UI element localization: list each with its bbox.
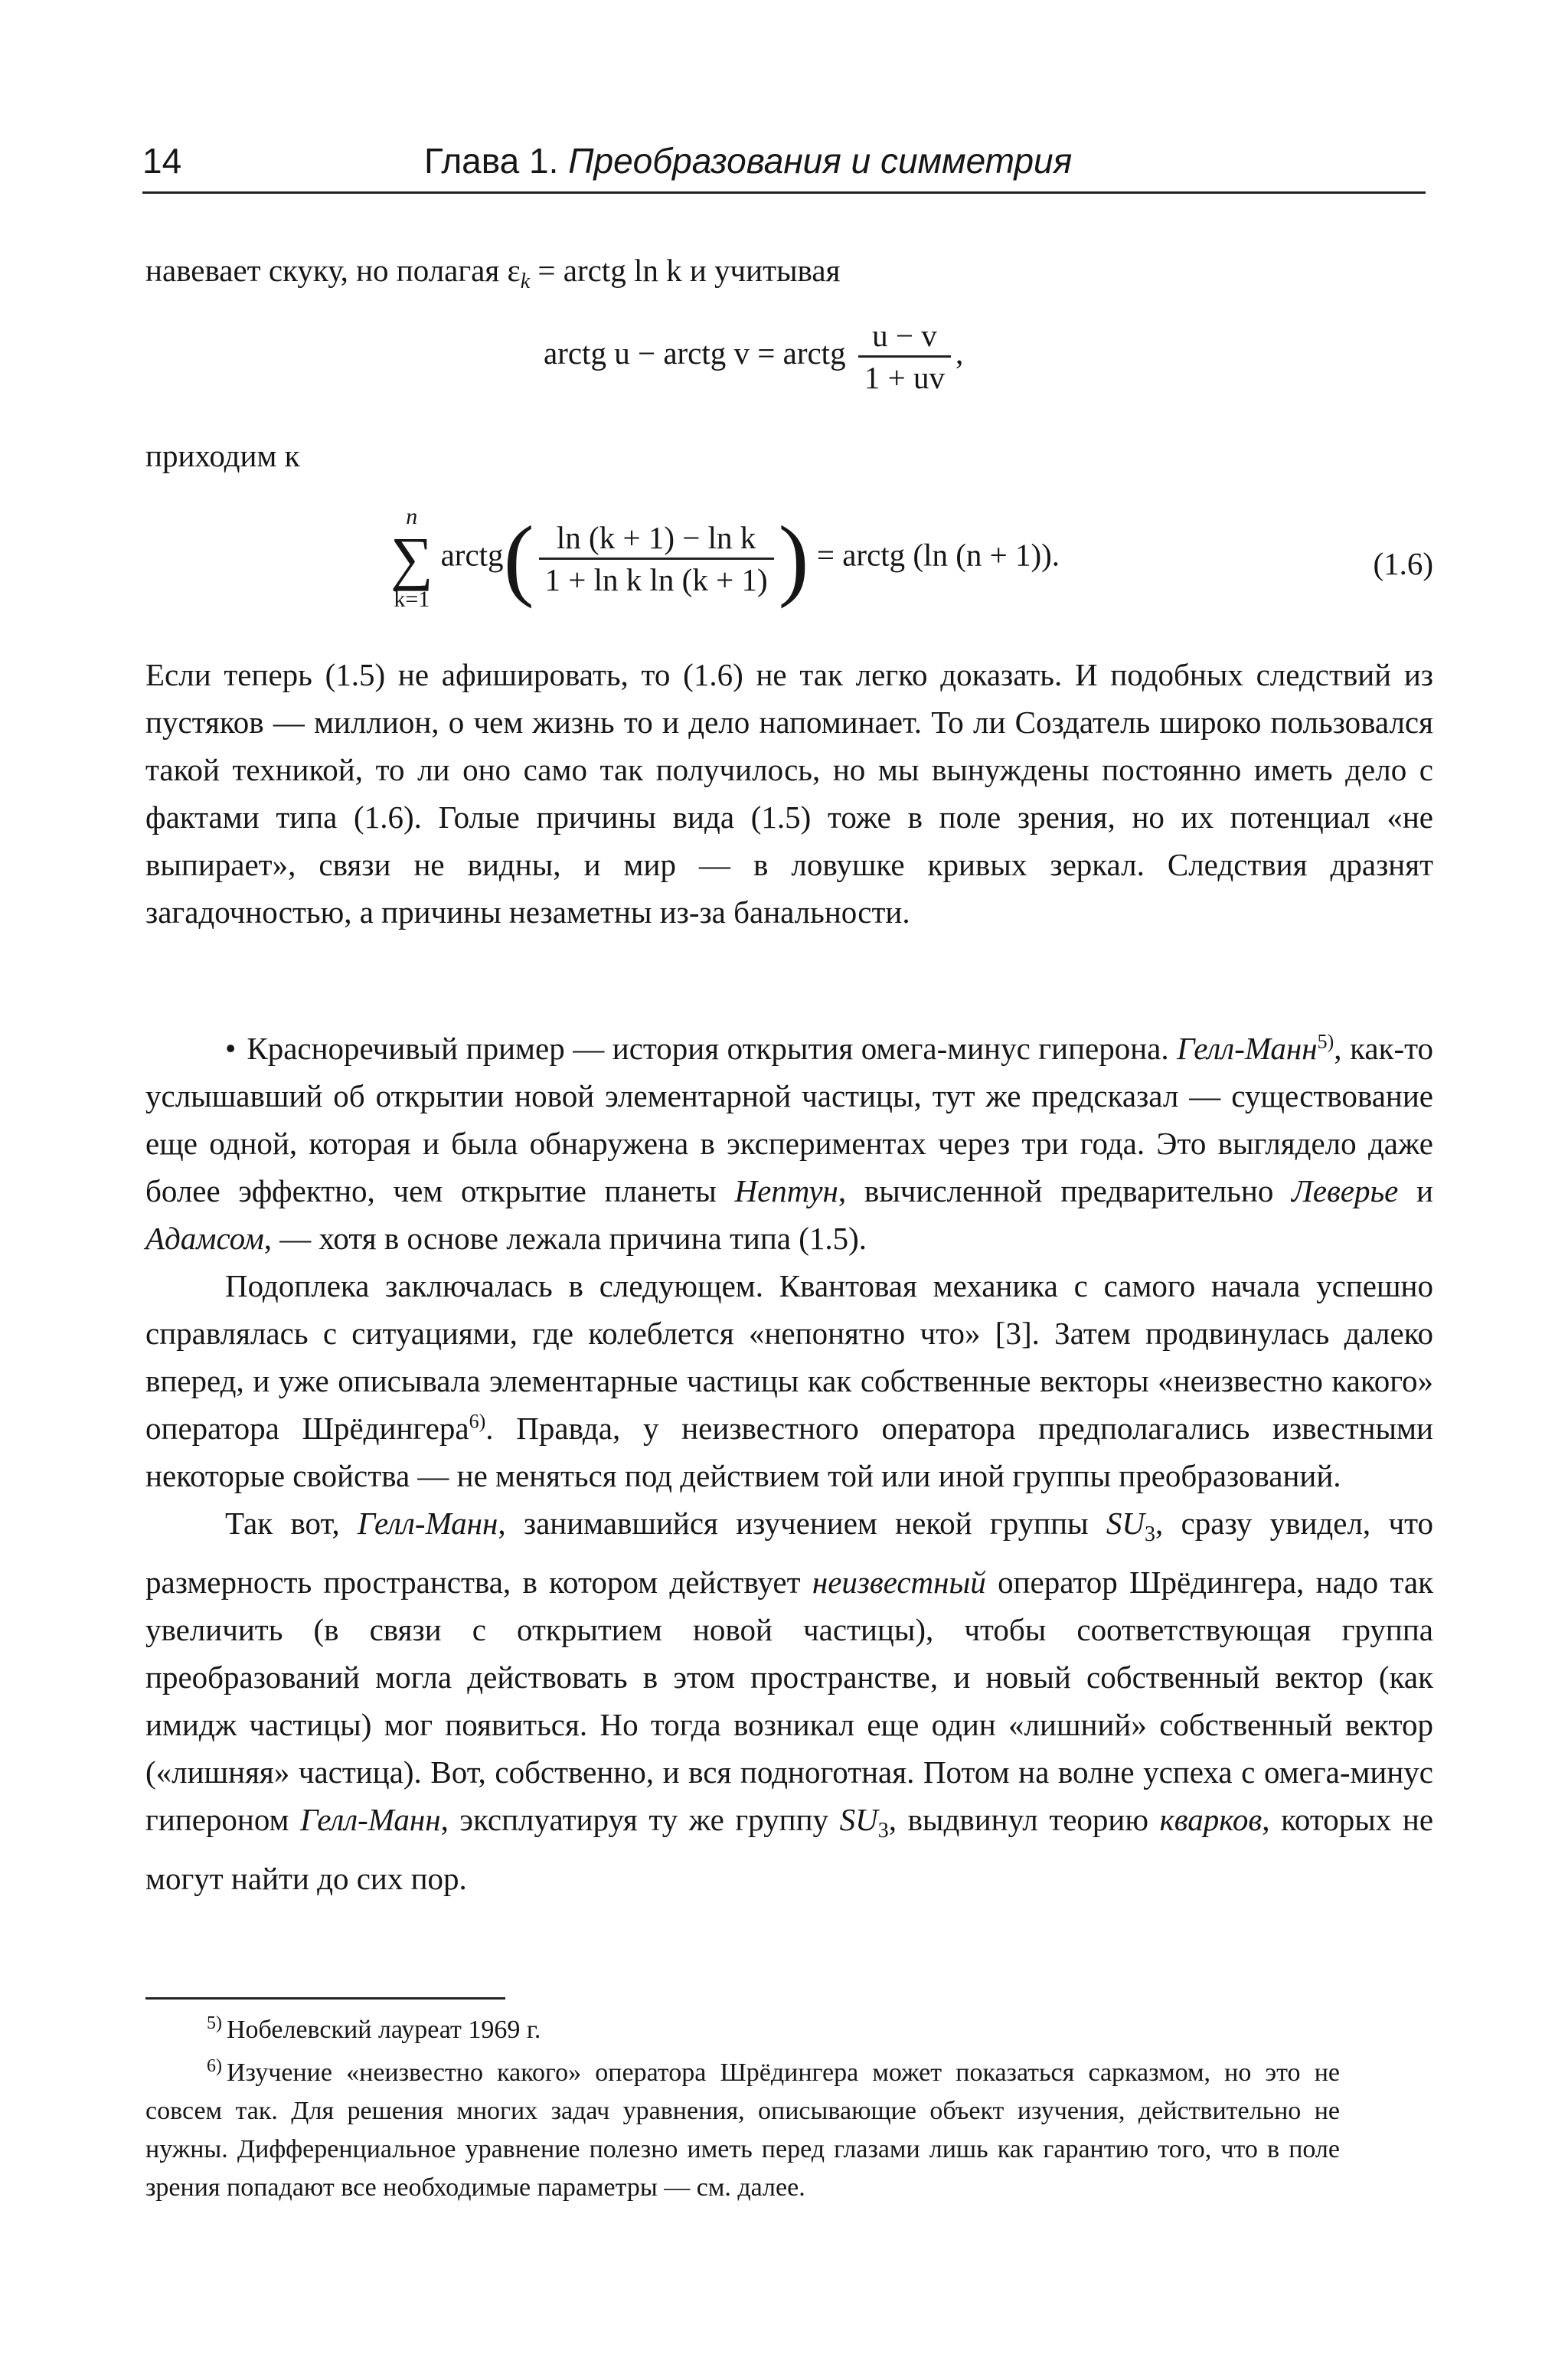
body-paragraph-1 <box>145 651 1433 936</box>
formula-fraction <box>858 316 951 397</box>
chapter-title: Преобразования и симметрия <box>568 141 1073 181</box>
arctg-function: arctg <box>440 537 504 573</box>
intro-text: навевает скуку, но полагая ε <box>145 253 521 288</box>
emphasis-unknown: неизвестный <box>812 1565 986 1601</box>
p3-text-1: Подоплека заключалась в следующем. Квантовая механика с самого начала успешно справлялась с ситуациями, где колеблется «непонятно что» [3]. Затем продвинулась далеко вперед, и уже описывала элементарные частицы как собственные векторы «неизвестно какого» оператора Шрёдингера <box>145 1268 1433 1446</box>
name-neptune: Нептун <box>734 1173 838 1208</box>
equation-fraction <box>539 518 774 600</box>
bullet-mark: • <box>225 1031 237 1066</box>
running-header <box>142 136 1426 190</box>
equation-numerator: ln (k + 1) − ln k <box>556 519 756 555</box>
intro-line-2 <box>145 432 1433 479</box>
footnotes <box>145 2011 1340 2212</box>
footnote-ref-5: 5) <box>1317 1030 1334 1053</box>
footnote-rule <box>145 1997 505 2000</box>
footnote-ref-6: 6) <box>469 1410 486 1433</box>
equation-rhs: = arctg (ln (n + 1)). <box>808 537 1060 573</box>
p2-text-5: , — хотя в основе лежала причина типа (1.5). <box>263 1221 867 1256</box>
chapter-heading <box>424 136 1072 185</box>
p3-text-2: . Правда, у неизвестного оператора предполагались известными некоторые свойства — не меняться под действием той или иной группы преобразований. <box>145 1411 1433 1493</box>
p2-text-4: и <box>1398 1173 1433 1208</box>
su3-subscript-2: 3 <box>877 1819 889 1843</box>
fraction-numerator: u − v <box>872 318 937 353</box>
name-leverrier: Леверье <box>1292 1173 1399 1208</box>
formula-left: arctg u − arctg v = arctg <box>544 335 854 371</box>
sigma-symbol: ∑ <box>390 525 433 591</box>
equation-body <box>390 504 1060 613</box>
fraction-denominator: 1 + uv <box>858 355 951 397</box>
paragraph-3 <box>145 1262 1433 1499</box>
intro-text-2: приходим к <box>145 438 300 473</box>
name-gell-mann: Гелл-Манн <box>1177 1031 1318 1066</box>
header-rule <box>142 191 1426 194</box>
paragraph-4 <box>145 1499 1433 1902</box>
p4-text-7: , которых не могут найти до сих пор. <box>145 1802 1434 1897</box>
name-gell-mann-2: Гелл-Манн <box>357 1506 498 1541</box>
left-paren: ( <box>503 507 534 609</box>
right-paren: ) <box>778 507 809 609</box>
arctg-identity-formula <box>544 316 963 397</box>
p2-text-2: , как-то услышавший об открытии новой элементарной частицы, тут же предсказал — существование еще одной, которая и была обнаружена в экспериментах через три года. Это выглядело даже более эффектно, чем открытие планеты <box>145 1031 1434 1208</box>
intro-text-rest: = arctg ln k и учитывая <box>530 253 841 288</box>
equation-denominator: 1 + ln k ln (k + 1) <box>539 558 774 600</box>
epsilon-subscript: k <box>520 270 531 294</box>
name-adams: Адамсом <box>145 1221 264 1256</box>
footnote-text-6: Изучение «неизвестно какого» оператора Шрёдингера может показаться сарказмом, но это не совсем так. Для решения многих задач уравнения, описывающие объект изучения, действительно не нужны. Дифференциальное уравнение полезно иметь перед глазами лишь как гарантию того, что в поле зрения попадают все необходимые параметры — см. далее. <box>145 2058 1340 2202</box>
footnote-mark-6: 6) <box>207 2055 222 2076</box>
su3-group: SU <box>1106 1506 1145 1541</box>
p4-text-1: Так вот, <box>225 1506 340 1541</box>
p2-text-1: Красноречивый пример — история открытия омега-минус гиперона. <box>247 1031 1169 1066</box>
body-section <box>145 1025 1433 1902</box>
sum-upper-limit: n <box>406 504 418 529</box>
equation-1-6 <box>145 504 1433 619</box>
paragraph-1: Если теперь (1.5) не афишировать, то (1.6) не так легко доказать. И подобных следствий из пустяков — миллион, о чем жизнь то и дело напоминает. То ли Создатель широко пользовался такой техникой, то ли оно само так получилось, но мы вынуждены постоянно иметь дело с фактами типа (1.6). Голые причины вида (1.5) тоже в поле зрения, но их потенциал «не выпирает», связи не видны, и мир — в ловушке кривых зеркал. Следствия дразнят загадочностью, а причины незаметны из-за банальности. <box>145 657 1433 930</box>
p4-text-4: оператор Шрёдингера, надо так увеличить (в связи с открытием новой частицы), чтобы соответствующая группа преобразований могла действовать в этом пространстве, и новый собственный вектор (как имидж частицы) мог появиться. Но тогда возникал еще один «лишний» собственный вектор («лишняя» частица). Вот, собственно, и вся подноготная. Потом на волне успеха с омега-минус гипероном <box>145 1565 1434 1838</box>
p2-text-3: , вычисленной предварительно <box>838 1173 1274 1208</box>
name-gell-mann-3: Гелл-Манн <box>300 1802 441 1838</box>
emphasis-quarks: кварков <box>1159 1802 1263 1838</box>
su3-subscript: 3 <box>1145 1522 1156 1547</box>
formula-tail: , <box>955 335 964 371</box>
page-number: 14 <box>142 141 182 181</box>
footnote-text-5: Нобелевский лауреат 1969 г. <box>227 2016 541 2044</box>
sum-lower-limit: k=1 <box>394 587 430 612</box>
p4-text-2: , занимавшийся изучением некой группы <box>498 1506 1089 1541</box>
footnote-mark-5: 5) <box>207 2013 222 2033</box>
footnote-5 <box>145 2011 1340 2049</box>
sum-operator <box>390 504 433 613</box>
equation-number: (1.6) <box>1373 546 1433 581</box>
chapter-prefix: Глава 1. <box>424 141 559 181</box>
su3-group-2: SU <box>839 1802 878 1838</box>
paragraph-2 <box>145 1025 1433 1262</box>
p4-text-5: , эксплуатируя ту же группу <box>440 1802 829 1838</box>
intro-line <box>145 247 1433 306</box>
p4-text-3: , сразу увидел, что размерность пространства, в котором действует <box>145 1506 1433 1601</box>
footnote-6 <box>145 2054 1340 2207</box>
p4-text-6: , выдвинул теорию <box>888 1802 1149 1838</box>
